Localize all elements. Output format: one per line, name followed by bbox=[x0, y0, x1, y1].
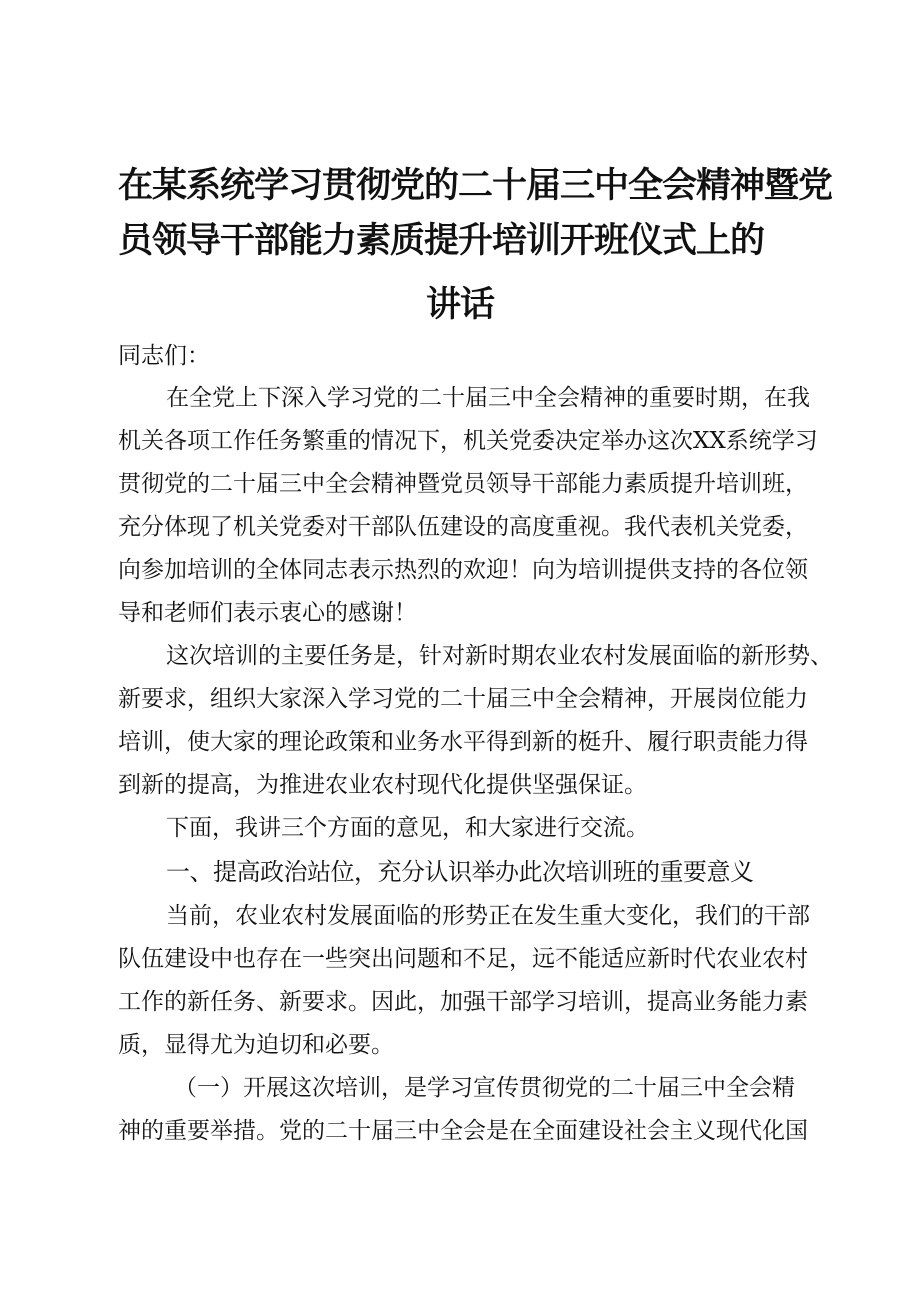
paragraph-line: 机关各项工作任务繁重的情况下，机关党委决定举办这次XX系统学习 bbox=[118, 428, 818, 454]
paragraph-line: 培训，使大家的理论政策和业务水平得到新的梃升、履行职责能力得 bbox=[118, 729, 808, 755]
paragraph-line: （一）开展这次培训，是学习宣传贯彻党的二十届三中全会精 bbox=[174, 1075, 795, 1101]
paragraph-line: 质，显得尤为迫切和必要。 bbox=[118, 1032, 394, 1058]
document-title-line-1: 在某系统学习贯彻党的二十届三中全会精神暨党 bbox=[118, 166, 833, 206]
paragraph-line: 新要求，组织大家深入学习党的二十届三中全会精神，开展岗位能力 bbox=[118, 686, 808, 712]
paragraph-line: 贯彻党的二十届三中全会精神暨党员领导干部能力素质提升培训班， bbox=[118, 471, 808, 497]
paragraph-line: 到新的提高，为推进农业农村现代化提供坚强保证。 bbox=[118, 772, 647, 798]
document-title-line-2: 员领导干部能力素质提升培训开班仪式上的 bbox=[118, 221, 765, 261]
paragraph-line: 这次培训的主要任务是，针对新时期农业农村发展面临的新形势、 bbox=[166, 643, 833, 669]
paragraph-line: 充分体现了机关党委对干部队伍建设的高度重视。我代表机关党委， bbox=[118, 514, 808, 540]
paragraph-line: 导和老师们表示衷心的感谢！ bbox=[118, 600, 417, 626]
section-heading: 一、提高政治站位，充分认识举办此次培训班的重要意义 bbox=[166, 858, 754, 886]
salutation: 同志们： bbox=[118, 343, 210, 369]
document-title-line-3: 讲话 bbox=[425, 285, 494, 325]
paragraph-line: 下面，我讲三个方面的意见，和大家进行交流。 bbox=[166, 815, 649, 841]
paragraph-line: 在全党上下深入学习党的二十届三中全会精神的重要时期，在我 bbox=[166, 385, 810, 411]
paragraph-line: 工作的新任务、新要求。因此，加强干部学习培训，提高业务能力素 bbox=[118, 989, 808, 1015]
paragraph-line: 当前，农业农村发展面临的形势正在发生重大变化，我们的干部 bbox=[166, 903, 810, 929]
paragraph-line: 神的重要举措。党的二十届三中全会是在全面建设社会主义现代化国 bbox=[118, 1118, 808, 1144]
paragraph-line: 队伍建设中也存在一些突出问题和不足，远不能适应新时代农业农村 bbox=[118, 946, 808, 972]
paragraph-line: 向参加培训的全体同志表示热烈的欢迎！向为培训提供支持的各位领 bbox=[118, 557, 808, 583]
